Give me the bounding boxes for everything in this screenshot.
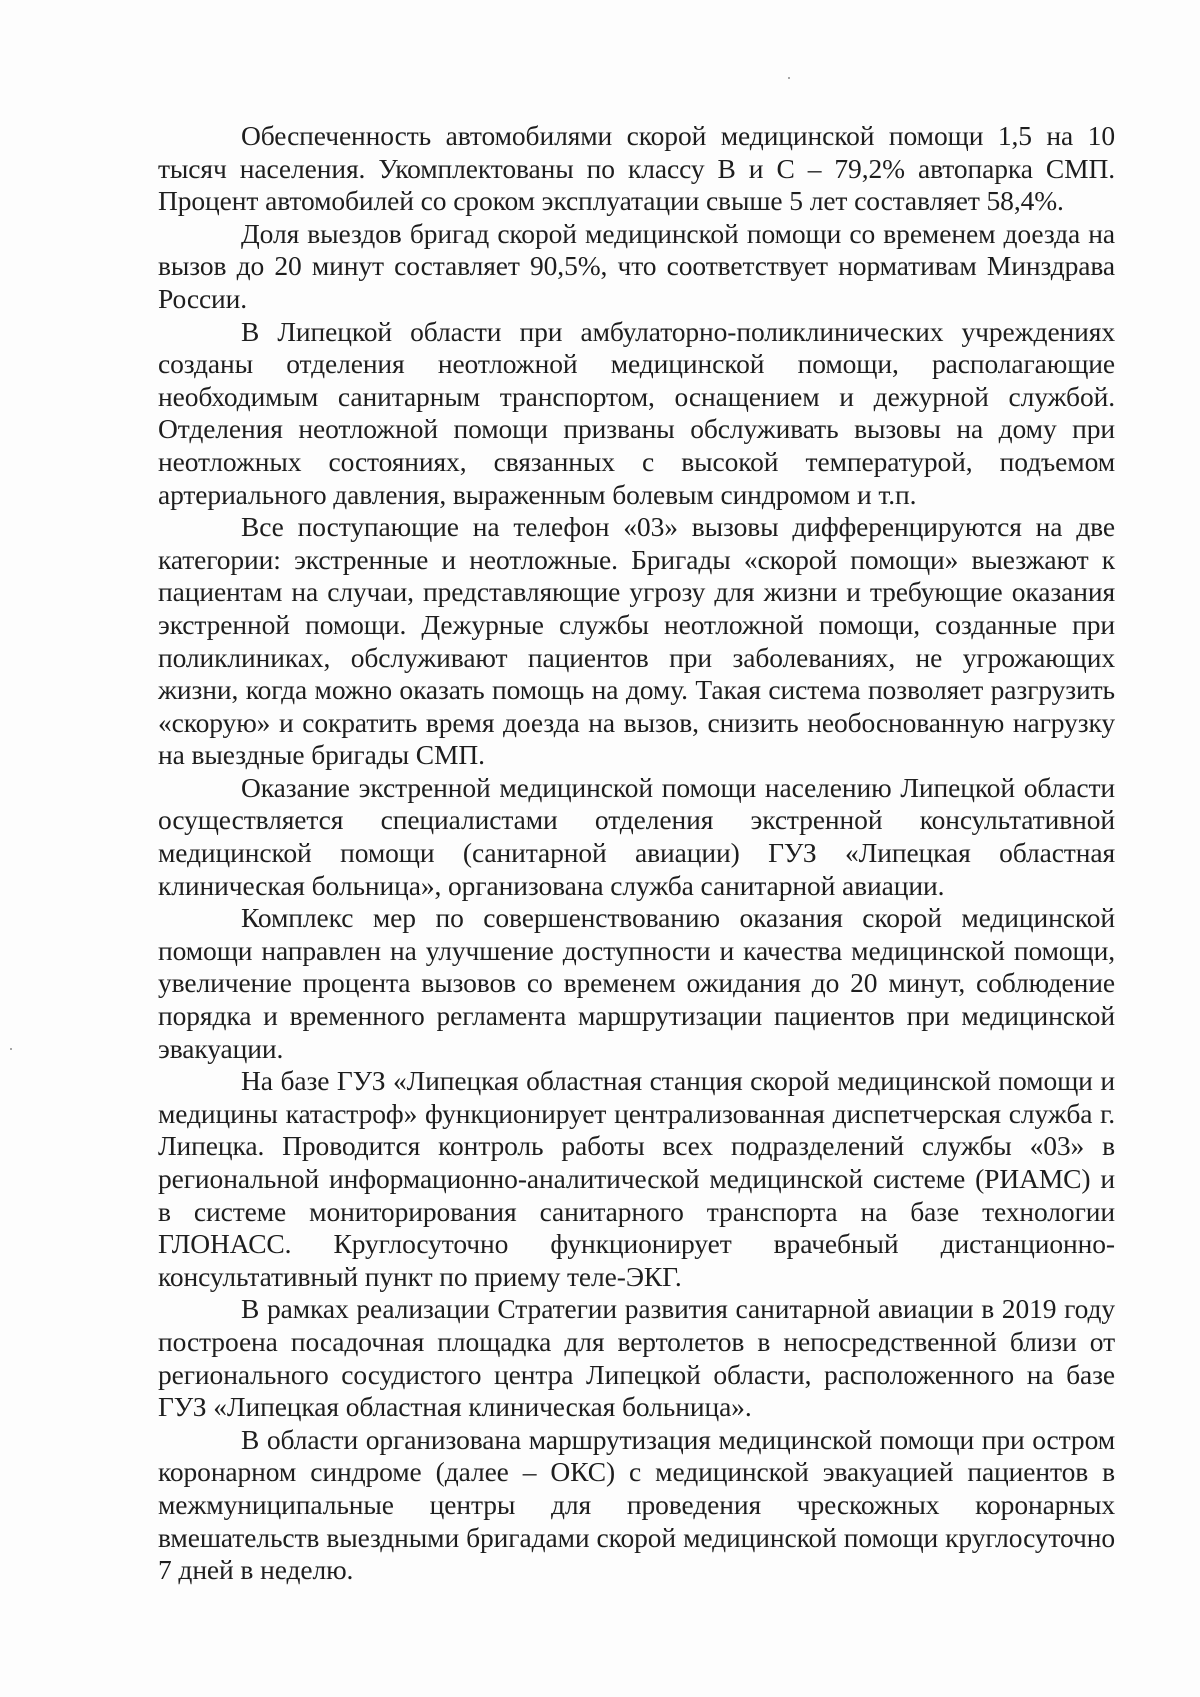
scan-speck [10,1048,12,1050]
scan-speck [788,77,790,79]
paragraph-dispatch-service: На базе ГУЗ «Липецкая областная станция скорой медицинской помощи и медицины катастроф» функционирует централизованная диспетчерская служба г. Липецка. Проводится контроль работы всех подразделений службы «03» в региональной информационно-аналитической медицинской системе (РИАМС) и в системе мониторирования санитарного транспорта на базе технологии ГЛОНАСС. Круглосуточно функционирует врачебный дистанционно-консультативный пункт по приему теле-ЭКГ. [158,1065,1115,1292]
paragraph-response-time: Доля выездов бригад скорой медицинской помощи со временем доезда на вызов до 20 минут составляет 90,5%, что соответствует нормативам Минздрава России. [158,217,1115,314]
paragraph-call-categories: Все поступающие на телефон «03» вызовы дифференцируются на две категории: экстренные и неотложные. Бригады «скорой помощи» выезжают к пациентам на случаи, представляющие угрозу для жизни и требующие оказания экстренной помощи. Дежурные службы неотложной помощи, созданные при поликлиниках, обслуживают пациентов при заболеваниях, не угрожающих жизни, когда можно оказать помощь на дому. Такая система позволяет разгрузить «скорую» и сократить время доезда на вызов, снизить необоснованную нагрузку на выездные бригады СМП. [158,511,1115,771]
document-body [158,120,1115,1587]
paragraph-emergency-consultative-care: Оказание экстренной медицинской помощи населению Липецкой области осуществляется специалистами отделения экстренной консультативной медицинской помощи (санитарной авиации) ГУЗ «Липецкая областная клиническая больница», организована служба санитарной авиации. [158,771,1115,901]
paragraph-urgent-care-departments: В Липецкой области при амбулаторно-поликлинических учреждениях созданы отделения неотложной медицинской помощи, располагающие необходимым санитарным транспортом, оснащением и дежурной службой. Отделения неотложной помощи призваны обслуживать вызовы на дому при неотложных состояниях, связанных с высокой температурой, подъемом артериального давления, выраженным болевым синдромом и т.п. [158,315,1115,510]
paragraph-ambulance-vehicles: Обеспеченность автомобилями скорой медицинской помощи 1,5 на 10 тысяч населения. Укомплектованы по классу В и С – 79,2% автопарка СМП. Процент автомобилей со сроком эксплуатации свыше 5 лет составляет 58,4%. [158,120,1115,217]
paragraph-air-ambulance-strategy: В рамках реализации Стратегии развития санитарной авиации в 2019 году построена посадочная площадка для вертолетов в непосредственной близи от регионального сосудистого центра Липецкой области, расположенного на базе ГУЗ «Липецкая областная клиническая больница». [158,1293,1115,1423]
paragraph-acs-routing: В области организована маршрутизация медицинской помощи при остром коронарном синдроме (далее – ОКС) с медицинской эвакуацией пациентов в межмуниципальные центры для проведения чрескожных коронарных вмешательств выездными бригадами скорой медицинской помощи круглосуточно 7 дней в неделю. [158,1423,1115,1586]
paragraph-improvement-measures: Комплекс мер по совершенствованию оказания скорой медицинской помощи направлен на улучшение доступности и качества медицинской помощи, увеличение процента вызовов со временем ожидания до 20 минут, соблюдение порядка и временного регламента маршрутизации пациентов при медицинской эвакуации. [158,902,1115,1064]
